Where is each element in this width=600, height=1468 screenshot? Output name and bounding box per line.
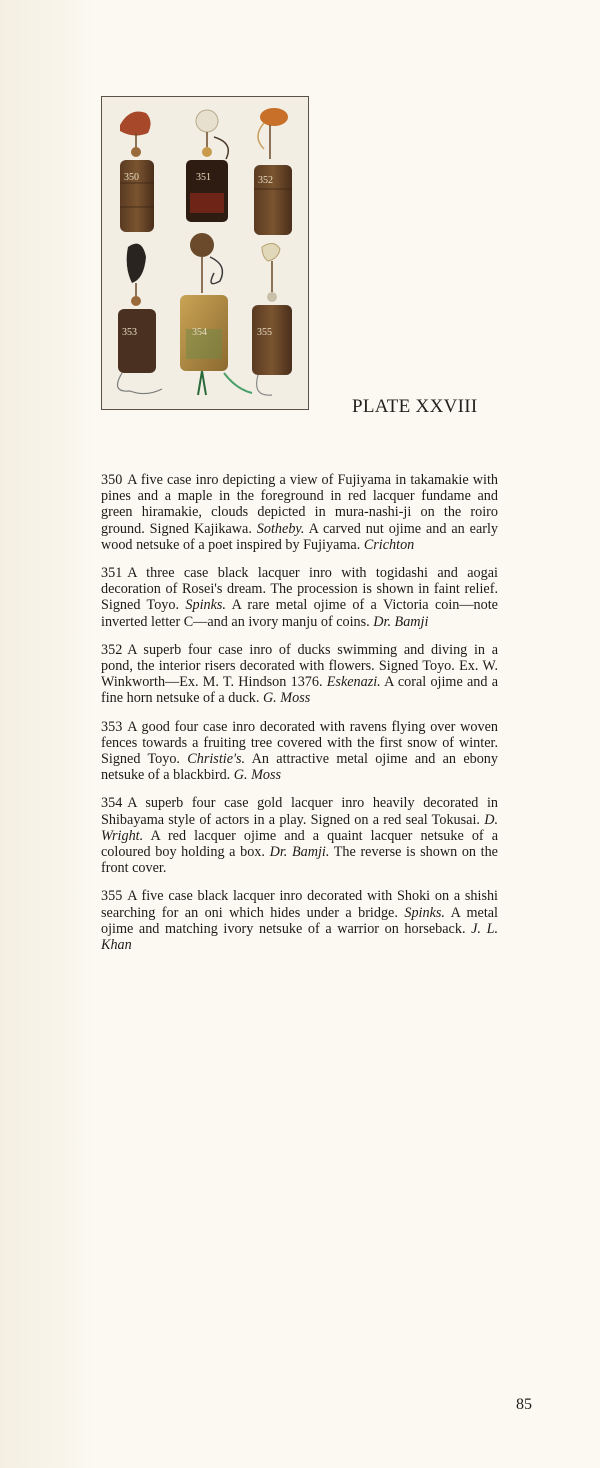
entry-description: An attractive metal ojime and an ebony netsuke of a blackbird. bbox=[101, 751, 498, 784]
plate-label-355: 355 bbox=[257, 327, 272, 338]
entry-number: 355 bbox=[101, 888, 123, 905]
entry-description: A three case black lacquer inro with togidashi and aogai decoration of Rosei's dream. The procession is shown in faint relief. Signed Toyo. bbox=[101, 565, 498, 614]
entry-text bbox=[101, 472, 498, 553]
catalogue-entry bbox=[101, 565, 498, 630]
plate-photograph bbox=[101, 96, 309, 410]
entry-number: 351 bbox=[101, 565, 123, 582]
entry-attribution: Spinks. bbox=[404, 904, 445, 921]
page-gutter-shading bbox=[0, 0, 96, 1468]
entry-description: A carved nut ojime and an early wood netsuke of a poet inspired by Fujiyama. bbox=[101, 520, 499, 553]
entry-description: A rare metal ojime of a Victoria coin—note inverted letter C—and an ivory manju of coins. bbox=[101, 597, 498, 630]
entry-attribution: Crichton bbox=[363, 536, 415, 553]
entry-description: The reverse is shown on the front cover. bbox=[101, 844, 498, 877]
entry-description: A superb four case inro of ducks swimming and diving in a pond, the interior risers decorated with flowers. Signed Toyo. Ex. W. Winkworth—Ex. M. T. Hindson 1376. bbox=[101, 641, 498, 691]
plate-label-353: 353 bbox=[122, 327, 137, 338]
inro-illustration bbox=[102, 97, 307, 408]
entry-number: 350 bbox=[101, 472, 123, 488]
entry-number: 354 bbox=[101, 795, 123, 812]
catalogue-entries bbox=[101, 472, 498, 965]
entry-attribution: Spinks. bbox=[185, 597, 226, 614]
entry-attribution: G. Moss bbox=[233, 767, 282, 784]
entry-description: A coral ojime and a fine horn netsuke of a duck. bbox=[101, 674, 498, 707]
catalogue-entry bbox=[101, 888, 498, 953]
entry-text bbox=[101, 888, 498, 953]
entry-attribution: Dr. Bamji bbox=[373, 613, 429, 630]
page-number: 85 bbox=[516, 1396, 532, 1413]
entry-description: A red lacquer ojime and a quaint lacquer netsuke of a coloured boy holding a box. bbox=[101, 827, 498, 861]
entry-attribution: Dr. Bamji. bbox=[269, 844, 330, 861]
entry-description: A five case inro depicting a view of Fujiyama in takamakie with pines and a maple in the foreground in red lacquer fundame and green hiramakie, clouds depicted in mura-nashi-ji on the roiro ground. Signed Kajikawa. bbox=[101, 472, 498, 537]
entry-attribution: D. Wright. bbox=[101, 811, 498, 844]
plate-title: PLATE XXVIII bbox=[352, 396, 478, 417]
entry-attribution: Christie's. bbox=[187, 751, 246, 768]
entry-number: 353 bbox=[101, 718, 123, 735]
entry-text bbox=[101, 565, 498, 630]
entry-description: A superb four case gold lacquer inro heavily decorated in Shibayama style of actors in a play. Signed on a red seal Tokusai. bbox=[101, 795, 498, 828]
entry-description: A metal ojime and matching ivory netsuke of a warrior on horseback. bbox=[101, 904, 498, 937]
entry-attribution: G. Moss bbox=[262, 690, 311, 707]
catalogue-entry bbox=[101, 642, 498, 707]
catalogue-entry bbox=[101, 795, 498, 876]
entry-number: 352 bbox=[101, 641, 123, 658]
entry-attribution: Eskenazi. bbox=[326, 674, 381, 691]
catalogue-entry bbox=[101, 719, 498, 784]
entry-attribution: J. L. Khan bbox=[101, 920, 499, 954]
plate-label-352: 352 bbox=[258, 175, 273, 186]
catalogue-entry bbox=[101, 472, 498, 553]
plate-label-351: 351 bbox=[196, 172, 211, 183]
entry-description: A good four case inro decorated with ravens flying over woven fences towards a fruiting tree covered with the first snow of winter. Signed Toyo. bbox=[101, 718, 498, 768]
plate-label-350: 350 bbox=[124, 172, 139, 183]
plate-label-354: 354 bbox=[192, 327, 207, 338]
entry-description: A five case black lacquer inro decorated with Shoki on a shishi searching for an oni which hides under a bridge. bbox=[101, 888, 498, 921]
entry-text bbox=[101, 719, 498, 784]
entry-text bbox=[101, 642, 498, 707]
entry-text bbox=[101, 795, 498, 876]
entry-attribution: Sotheby. bbox=[256, 520, 305, 537]
